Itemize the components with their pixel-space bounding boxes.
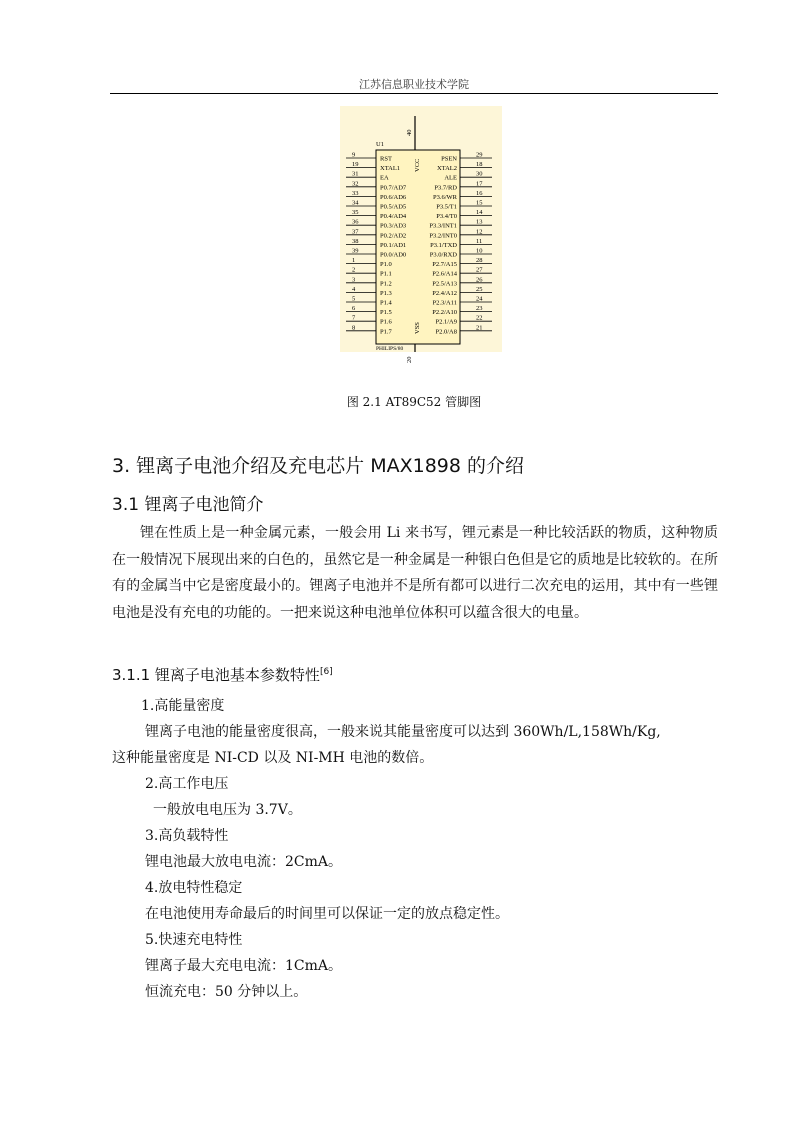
item-2-title: 2.高工作电压 [145, 776, 229, 792]
left-pin-number: 31 [352, 170, 359, 178]
left-pin-label: P1.3 [380, 289, 392, 297]
left-pin-label: P0.6/AD6 [380, 193, 407, 201]
right-pin-number: 16 [476, 189, 483, 197]
right-pin-number: 18 [476, 161, 483, 169]
item-5-body-2: 恒流充电：50 分钟以上。 [145, 984, 308, 1000]
bottom-pin-number: 20 [406, 356, 413, 363]
item-3-title: 3.高负载特性 [145, 828, 229, 844]
right-pin-number: 17 [476, 180, 483, 188]
left-pin-label: P1.1 [380, 270, 392, 278]
left-pin-label: P1.6 [380, 318, 392, 326]
left-pin-label: P0.7/AD7 [380, 184, 407, 192]
item-1-title: 1.高能量密度 [141, 698, 225, 714]
vss-label: VSS [414, 322, 421, 334]
subsection-heading: 3.1 锂离子电池简介 [112, 495, 264, 515]
left-pin-number: 37 [352, 228, 359, 236]
right-pin-label: P2.2/A10 [432, 309, 457, 317]
right-pin-number: 11 [476, 237, 483, 245]
right-pin-number: 28 [476, 257, 483, 265]
item-1-body-1: 锂离子电池的能量密度很高，一般来说其能量密度可以达到 360Wh/L,158Wh/Kg, [145, 724, 661, 740]
chip-part: PHILIPS/80 [376, 346, 404, 352]
item-3-body-1: 锂电池最大放电电流：2CmA。 [145, 854, 343, 870]
figure-caption: 图 2.1 AT89C52 管脚图 [346, 395, 482, 409]
subsubsection-heading [112, 664, 333, 685]
left-pin-number: 32 [352, 180, 359, 188]
item-1-body-2: 这种能量密度是 NI-CD 以及 NI-MH 电池的数倍。 [112, 750, 434, 766]
right-pin-label: P3.2/INT0 [429, 232, 457, 240]
left-pin-number: 6 [352, 305, 356, 313]
left-pin-label: P0.1/AD1 [380, 241, 407, 249]
right-pin-label: P3.7/RD [434, 184, 457, 192]
left-pin-number: 1 [352, 257, 356, 265]
left-pin-number: 7 [352, 314, 356, 322]
right-pin-label: P2.7/A15 [432, 261, 457, 269]
right-pin-label: P3.5/T1 [436, 203, 457, 211]
left-pin-number: 19 [352, 161, 359, 169]
left-pin-number: 2 [352, 266, 356, 274]
right-pin-number: 23 [476, 305, 483, 313]
right-pin-number: 29 [476, 151, 483, 159]
right-pin-label: P2.3/A11 [432, 299, 457, 307]
chip-ref: U1 [376, 141, 384, 148]
left-pin-label: XTAL1 [380, 165, 401, 173]
left-pin-number: 38 [352, 237, 359, 245]
left-pin-number: 3 [352, 276, 356, 284]
left-pin-number: 36 [352, 218, 359, 226]
pin-diagram [340, 106, 502, 363]
right-pin-label: P3.1/TXD [430, 241, 457, 249]
item-4-title: 4.放电特性稳定 [145, 880, 243, 896]
left-pin-number: 33 [352, 189, 359, 197]
right-pin-label: P3.4/T0 [436, 213, 457, 221]
right-pin-number: 15 [476, 199, 483, 207]
right-pin-number: 22 [476, 314, 483, 322]
left-pin-number: 5 [352, 295, 356, 303]
right-pin-number: 13 [476, 218, 483, 226]
left-pin-label: RST [380, 155, 392, 163]
left-pin-label: P1.2 [380, 280, 392, 288]
right-pin-label: XTAL2 [436, 165, 457, 173]
right-pin-label: P2.4/A12 [432, 289, 457, 297]
left-pin-label: P1.0 [380, 261, 392, 269]
left-pin-label: P1.7 [380, 328, 392, 336]
vcc-label: VCC [414, 158, 421, 172]
left-pin-number: 8 [352, 324, 356, 332]
section-heading: 3. 锂离子电池介绍及充电芯片 MAX1898 的介绍 [112, 455, 525, 477]
right-pin-label: P3.3/INT1 [429, 222, 457, 230]
right-pin-label: ALE [444, 174, 457, 182]
right-pin-number: 26 [476, 276, 483, 284]
left-pin-label: P0.3/AD3 [380, 222, 407, 230]
right-pin-number: 12 [476, 228, 483, 236]
left-pin-label: P0.5/AD5 [380, 203, 407, 211]
page-header: 江苏信息职业技术学院 [359, 78, 469, 91]
right-pin-number: 30 [476, 170, 483, 178]
right-pin-number: 10 [476, 247, 483, 255]
right-pin-label: PSEN [441, 155, 457, 163]
left-pin-label: P0.0/AD0 [380, 251, 407, 259]
right-pin-label: P2.0/A8 [435, 328, 457, 336]
left-pin-label: P0.2/AD2 [380, 232, 407, 240]
right-pin-label: P2.1/A9 [435, 318, 457, 326]
intro-paragraph: 锂在性质上是一种金属元素，一般会用 Li 来书写，锂元素是一种比较活跃的物质，这种物质在一般情况下展现出来的白色的，虽然它是一种金属是一种银白色但是它的质地是比较软的。在所有的金属当中它是密度最小的。锂离子电池并不是所有都可以进行二次充电的运用，其中有一些锂电池是没有充电的功能的。一把来说这种电池单位体积可以蕴含很大的电量。 [112, 525, 718, 621]
left-pin-label: P1.5 [380, 309, 392, 317]
top-pin-number: 40 [406, 129, 413, 136]
item-4-body-1: 在电池使用寿命最后的时间里可以保证一定的放点稳定性。 [145, 906, 509, 922]
header-rule [110, 93, 718, 94]
item-2-body-1: 一般放电电压为 3.7V。 [153, 802, 302, 818]
left-pin-number: 4 [352, 285, 356, 293]
item-5-title: 5.快速充电特性 [145, 932, 243, 948]
right-pin-number: 21 [476, 324, 483, 332]
left-pin-number: 34 [352, 199, 359, 207]
left-pin-label: EA [380, 174, 389, 182]
left-pin-number: 35 [352, 209, 359, 217]
right-pin-label: P2.6/A14 [432, 270, 457, 278]
left-pin-label: P0.4/AD4 [380, 213, 407, 221]
right-pin-number: 27 [476, 266, 483, 274]
right-pin-number: 14 [476, 209, 483, 217]
citation-ref: [6] [319, 667, 333, 677]
right-pin-number: 25 [476, 285, 483, 293]
left-pin-number: 9 [352, 151, 356, 159]
right-pin-label: P2.5/A13 [432, 280, 457, 288]
left-pin-label: P1.4 [380, 299, 392, 307]
right-pin-label: P3.0/RXD [429, 251, 457, 259]
left-pin-number: 39 [352, 247, 359, 255]
right-pin-number: 24 [476, 295, 483, 303]
item-5-body-1: 锂离子最大充电电流：1CmA。 [145, 958, 343, 974]
right-pin-label: P3.6/WR [432, 193, 457, 201]
subsubsection-title: 3.1.1 锂离子电池基本参数特性 [112, 666, 320, 684]
